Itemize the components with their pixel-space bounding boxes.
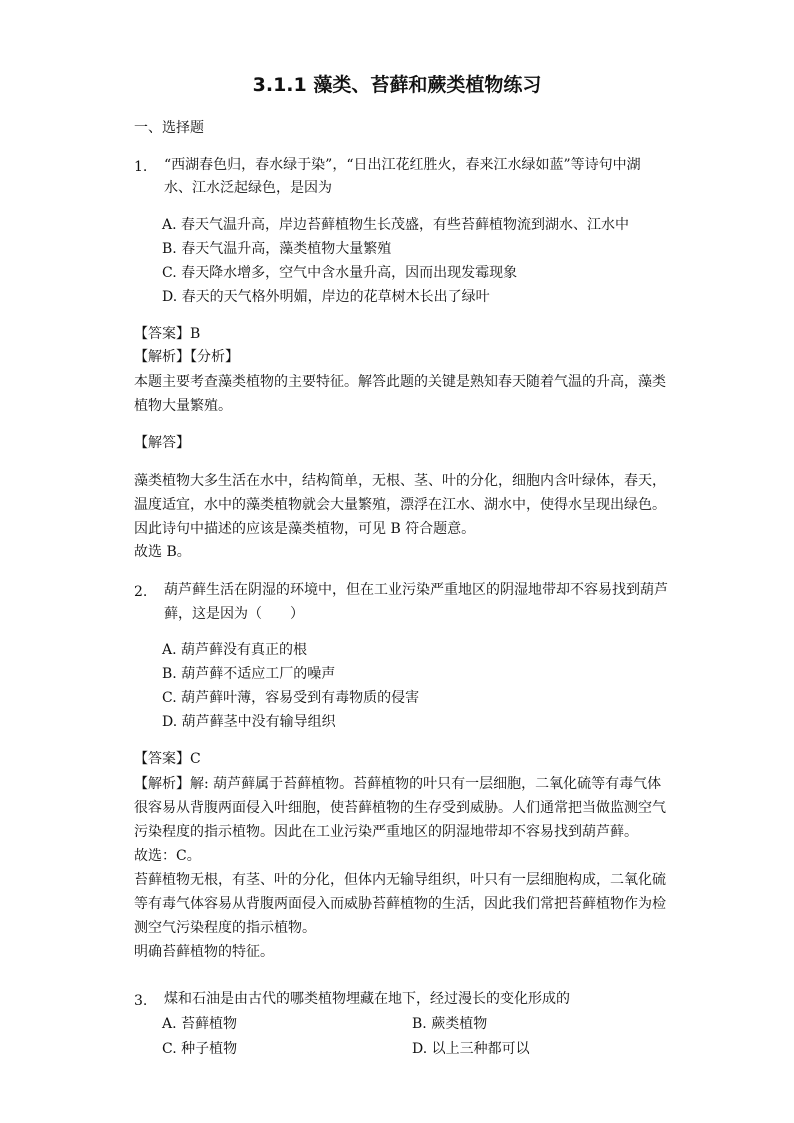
question-2-analysis-line: 等有毒气体容易从背腹两面侵入而威胁苔藓植物的生活，因此我们常把苔藓植物作为检: [134, 896, 666, 912]
question-2-text-line: 藓，这是因为（ ）: [164, 606, 304, 622]
question-1-solution-line: 温度适宜，水中的藻类植物就会大量繁殖，漂浮在江水、湖水中，使得水呈现出绿色。: [134, 497, 666, 513]
page-title: 3.1.1 藻类、苔藓和蕨类植物练习: [252, 74, 542, 96]
question-3-number: 3.: [134, 993, 148, 1009]
question-2-analysis-line: 【解析】解: 葫芦藓属于苔藓植物。苔藓植物的叶只有一层细胞，二氧化硫等有毒气体: [134, 776, 662, 792]
question-1-option-d: D. 春天的天气格外明媚，岸边的花草树木长出了绿叶: [162, 289, 490, 305]
question-2-analysis-line: 苔藓植物无根，有茎、叶的分化，但体内无输导组织，叶只有一层细胞构成，二氧化硫: [134, 872, 666, 888]
section-heading: 一、选择题: [134, 120, 204, 136]
question-1-option-c: C. 春天降水增多，空气中含水量升高，因而出现发霉现象: [162, 265, 518, 281]
question-1-number: 1.: [134, 159, 148, 175]
question-3-option-b: B. 蕨类植物: [412, 1016, 488, 1032]
question-3-option-a: A. 苔藓植物: [162, 1016, 238, 1032]
question-1-analysis-line: 本题主要考查藻类植物的主要特征。解答此题的关键是熟知春天随着气温的升高，藻类: [134, 374, 666, 390]
question-2-analysis-line: 很容易从背腹两面侵入叶细胞，使苔藓植物的生存受到威胁。人们通常把当做监测空气: [134, 800, 666, 816]
question-1-solution-line: 故选 B。: [134, 544, 191, 560]
question-2-option-c: C. 葫芦藓叶薄，容易受到有毒物质的侵害: [162, 690, 420, 706]
question-2-option-a: A. 葫芦藓没有真正的根: [162, 642, 308, 658]
question-1-solution-heading: 【解答】: [134, 435, 190, 451]
question-2-analysis-line: 故选：C。: [134, 848, 201, 864]
question-1-option-b: B. 春天气温升高，藻类植物大量繁殖: [162, 241, 392, 257]
question-2-analysis-line: 明确苔藓植物的特征。: [134, 944, 274, 960]
question-2-analysis-line: 污染程度的指示植物。因此在工业污染严重地区的阴湿地带却不容易找到葫芦藓。: [134, 824, 638, 840]
question-1-analysis-line: 植物大量繁殖。: [134, 398, 232, 414]
question-2-number: 2.: [134, 584, 148, 600]
question-2-analysis-line: 测空气污染程度的指示植物。: [134, 920, 316, 936]
question-3-option-d: D. 以上三种都可以: [412, 1041, 530, 1057]
question-1-solution-line: 因此诗句中描述的应该是藻类植物，可见 B 符合题意。: [134, 521, 476, 537]
question-2-answer: 【答案】C: [134, 751, 201, 767]
question-1-text-line: “西湖春色归，春水绿于染”，“日出江花红胜火，春来江水绿如蓝”等诗句中湖: [164, 157, 641, 173]
question-1-option-a: A. 春天气温升高，岸边苔藓植物生长茂盛，有些苔藓植物流到湖水、江水中: [162, 217, 630, 233]
question-2-text-line: 葫芦藓生活在阴湿的环境中，但在工业污染严重地区的阴湿地带却不容易找到葫芦: [164, 582, 668, 598]
question-2-option-b: B. 葫芦藓不适应工厂的噪声: [162, 666, 336, 682]
question-1-text-line: 水、江水泛起绿色，是因为: [164, 180, 332, 196]
question-1-answer: 【答案】B: [134, 326, 201, 342]
question-2-option-d: D. 葫芦藓茎中没有输导组织: [162, 714, 336, 730]
question-3-option-c: C. 种子植物: [162, 1041, 238, 1057]
question-1-analysis-heading: 【解析】【分析】: [134, 349, 239, 365]
question-3-text: 煤和石油是由古代的哪类植物埋藏在地下，经过漫长的变化形成的: [164, 991, 570, 1007]
question-1-solution-line: 藻类植物大多生活在水中，结构简单，无根、茎、叶的分化，细胞内含叶绿体，春天，: [134, 473, 666, 489]
